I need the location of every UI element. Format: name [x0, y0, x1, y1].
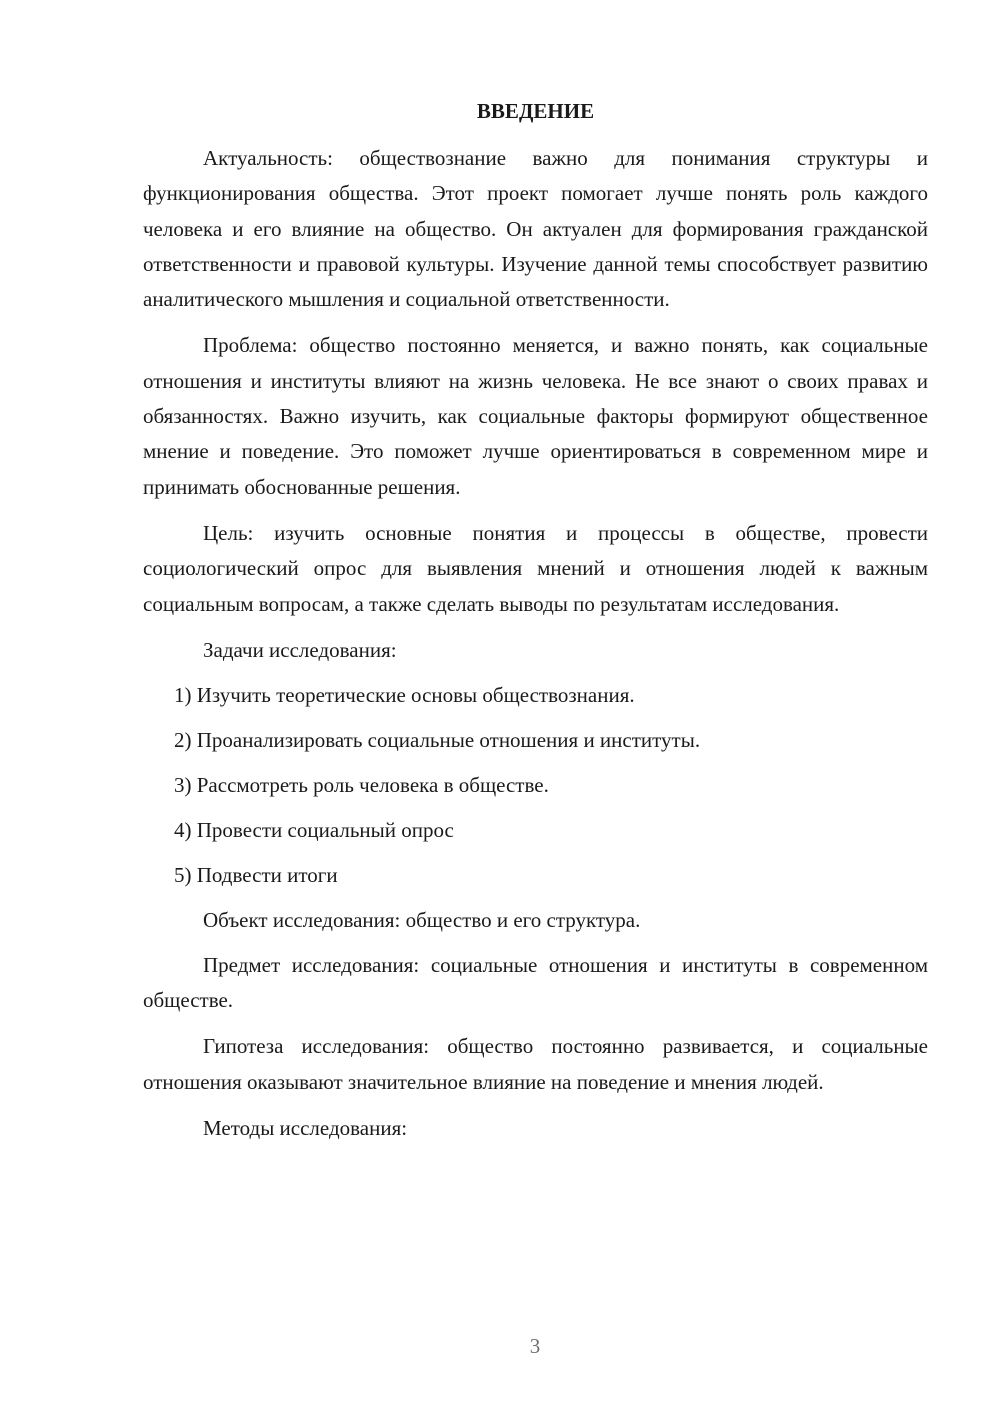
methods-heading: Методы исследования: — [203, 1116, 408, 1141]
tasks-list — [143, 678, 928, 893]
list-item: 5) Подвести итоги — [174, 862, 338, 887]
subject-paragraph: Предмет исследования: социальные отношения и институты в современном обществе. — [143, 952, 928, 1013]
object-paragraph: Объект исследования: общество и его структура. — [203, 907, 641, 932]
page-number: 3 — [529, 1334, 541, 1358]
list-item: 3) Рассмотреть роль человека в обществе. — [174, 772, 549, 797]
hypothesis-paragraph: Гипотеза исследования: общество постоянно развивается, и социальные отношения оказывают значительное влияние на поведение и мнения людей. — [143, 1034, 928, 1094]
page-title: ВВЕДЕНИЕ — [476, 99, 595, 123]
problem-paragraph: Проблема: общество постоянно меняется, и важно понять, как социальные отношения и институты влияют на жизнь человека. Не все знают о своих правах и обязанностях. Важно изучить, как социальные факторы формируют общественное мнение и поведение. Это поможет лучше ориентироваться в современном мире и принимать обоснованные решения. — [143, 333, 928, 499]
list-item: 1) Изучить теоретические основы обществознания. — [174, 682, 635, 707]
goal-paragraph: Цель: изучить основные понятия и процессы в обществе, провести социологический опрос для выявления мнений и отношения людей к важным социальным вопросам, а также сделать выводы по результатам исследования. — [143, 520, 928, 616]
tasks-heading: Задачи исследования: — [203, 637, 397, 662]
page-content — [143, 94, 928, 1156]
list-item: 4) Провести социальный опрос — [174, 817, 454, 842]
relevance-paragraph: Актуальность: обществознание важно для понимания структуры и функционирования общества. Этот проект помогает лучше понять роль каждого человека и его влияние на общество. Он актуален для формирования гражданской ответственности и правовой культуры. Изучение данной темы способствует развитию аналитического мышления и социальной ответственности. — [143, 146, 928, 312]
list-item: 2) Проанализировать социальные отношения и институты. — [174, 727, 701, 752]
